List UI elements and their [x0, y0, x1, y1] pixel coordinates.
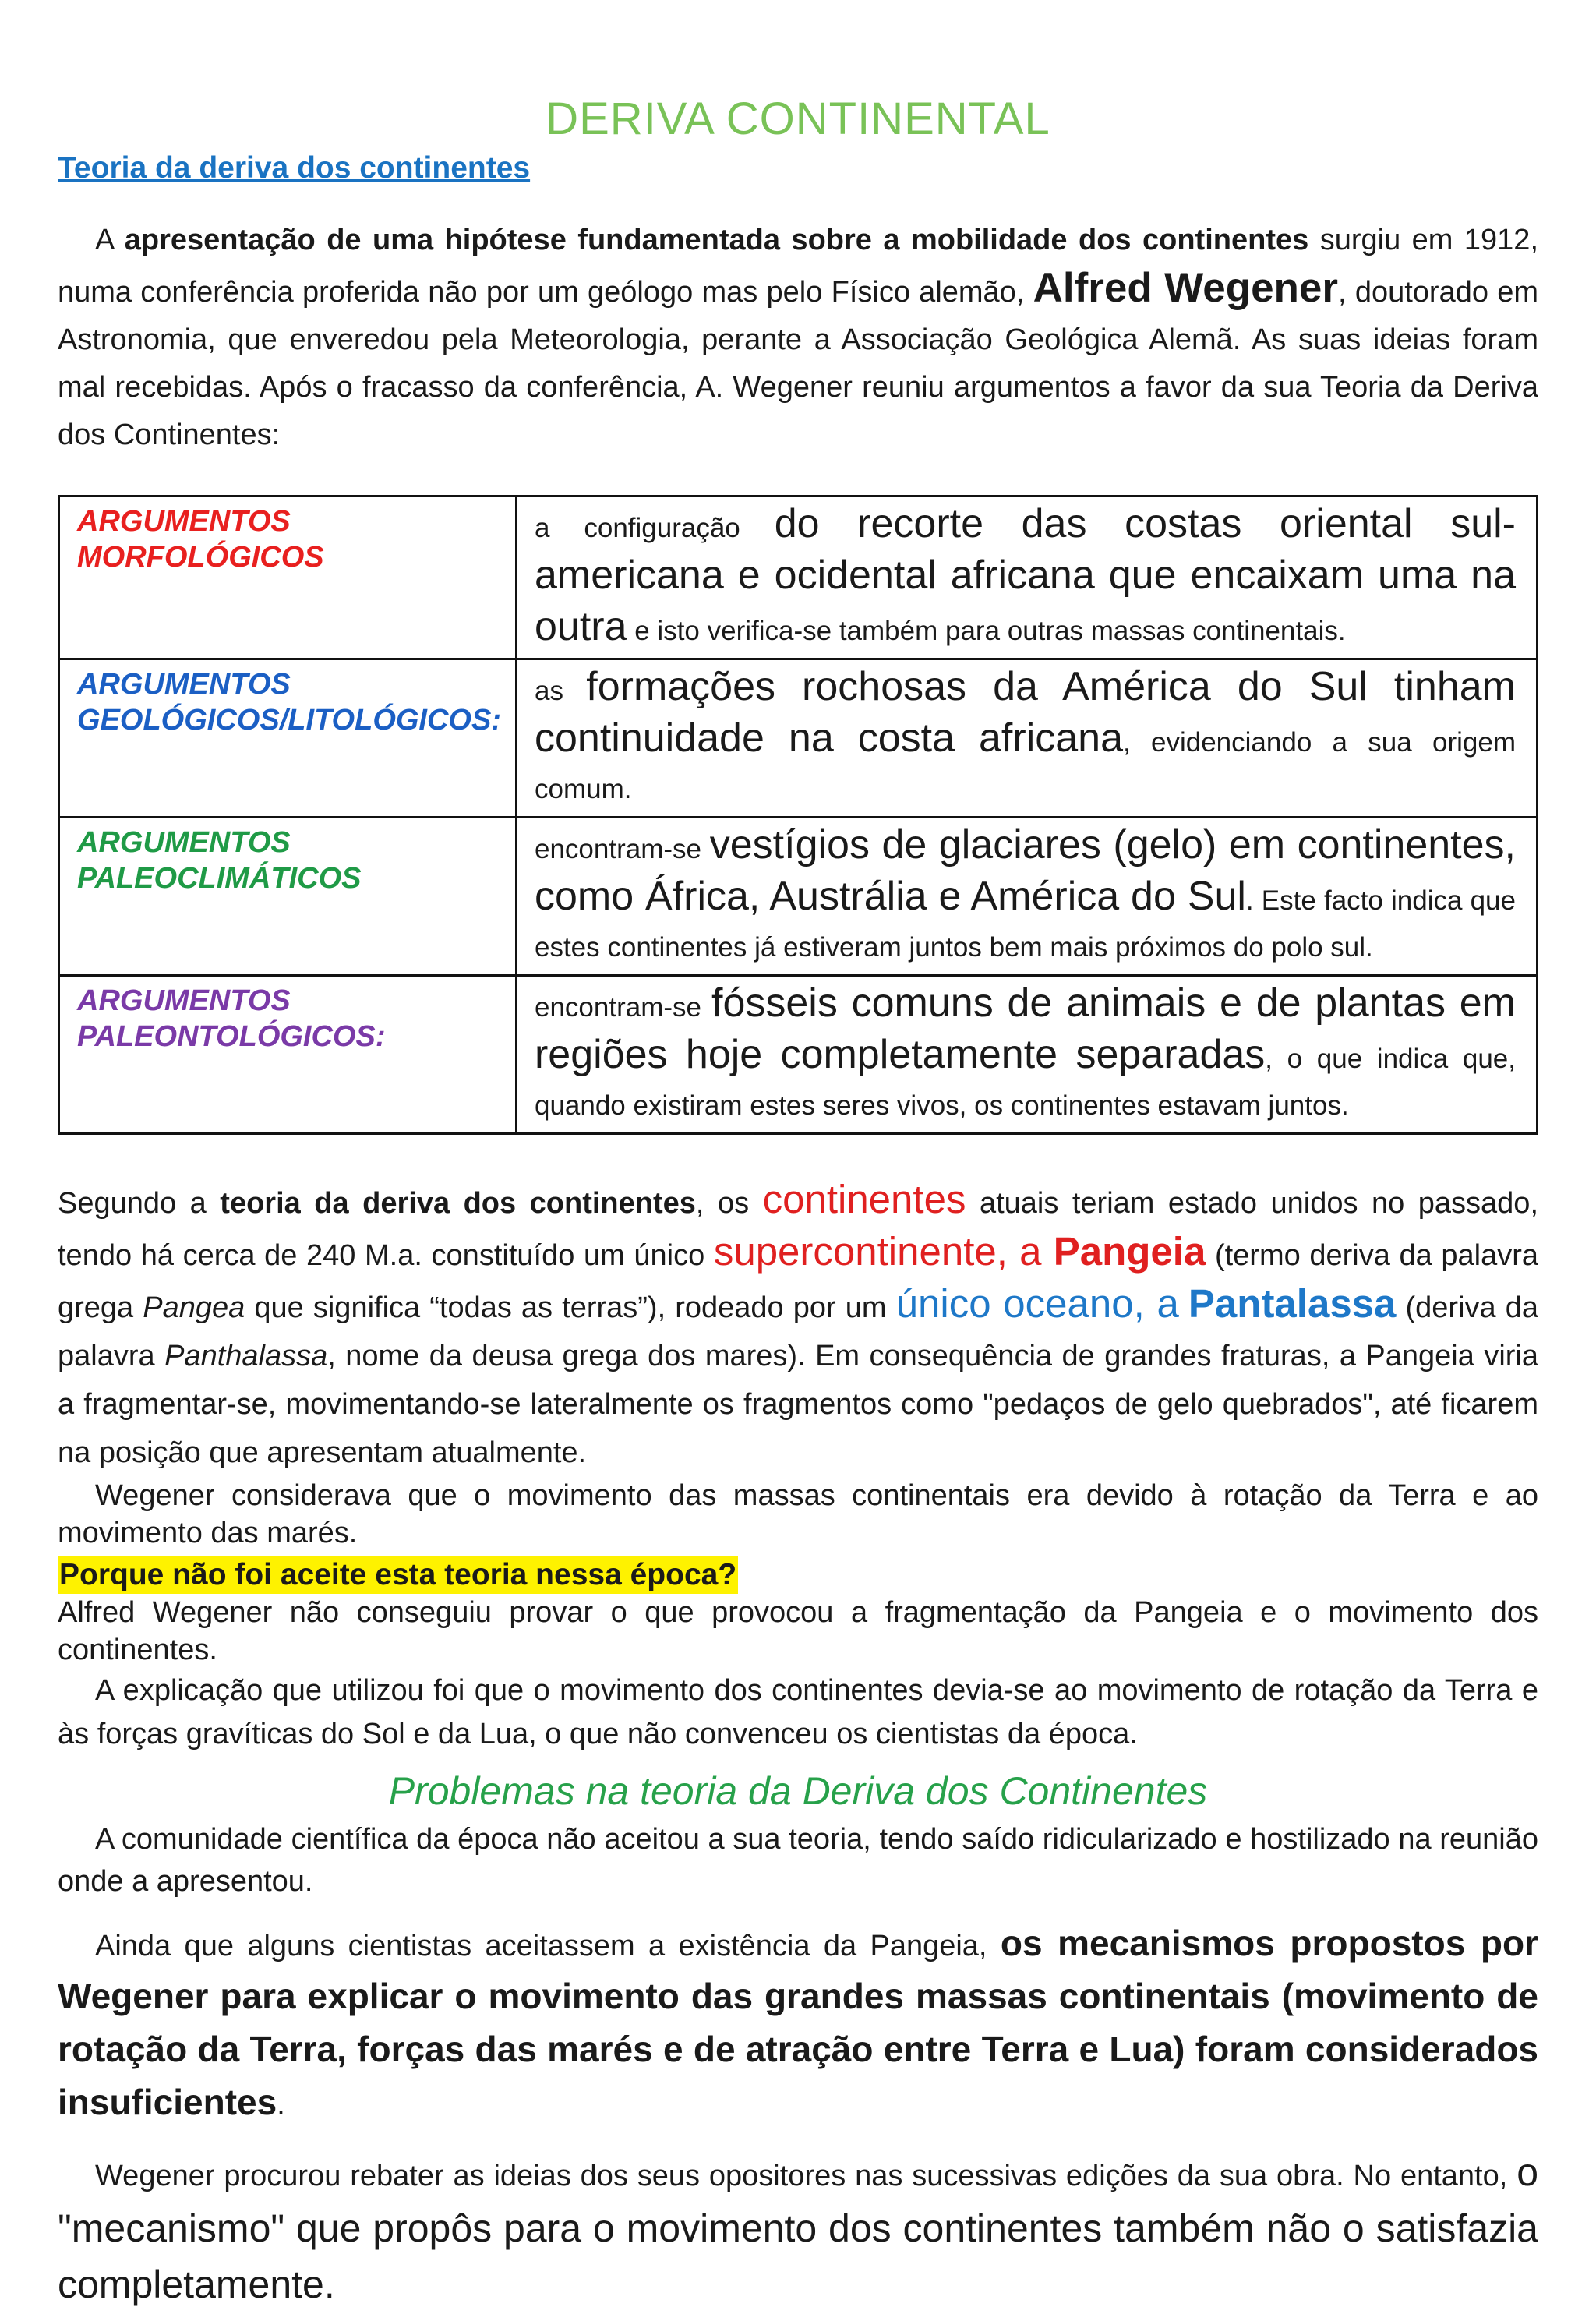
author-name: Alfred Wegener — [1033, 265, 1339, 311]
description-paleoclimatic: encontram-se vestígios de glaciares (gelo) em continentes, como África, Austrália e América do Sul. Este facto indica que estes continentes já estiveram juntos bem mais próximos do polo sul. — [516, 818, 1537, 976]
table-row — [59, 976, 1538, 1134]
why-answer-1: Alfred Wegener não conseguiu provar o que provocou a fragmentação da Pangeia e o movimento dos continentes. — [58, 1596, 1538, 1666]
description-morphological: a configuração do recorte das costas oriental sul-americana e ocidental africana que encaixam uma na outra e isto verifica-se também para outras massas continentais. — [516, 496, 1537, 659]
table-row — [59, 818, 1538, 976]
arguments-table — [58, 495, 1538, 1135]
pangea-word: Pangeia — [1053, 1229, 1206, 1274]
why-answer-2: A explicação que utilizou foi que o movimento dos continentes devia-se ao movimento de rotação da Terra e às forças gravíticas do Sol e da Lua, o que não convenceu os cientistas da época. — [58, 1674, 1538, 1751]
intro-paragraph: A apresentação de uma hipótese fundamentada sobre a mobilidade dos continentes surgiu em 1912, numa conferência proferida não por um geólogo mas pelo Físico alemão, Alfred Wegener, doutorado em Astronomia, que enveredou pela Meteorologia, perante a Associação Geológica Alemã. As suas ideias foram mal recebidas. Após o fracasso da conferência, A. Wegener reuniu argumentos a favor da sua Teoria da Deriva dos Continentes: — [58, 224, 1538, 451]
problems-paragraph-2: Ainda que alguns cientistas aceitassem a existência da Pangeia, os mecanismos propostos por Wegener para explicar o movimento das grandes massas continentais (movimento de rotação da Terra, forças das marés e de atração entre Terra e Lua) foram considerados insuficientes. — [58, 1923, 1539, 2122]
table-row — [59, 659, 1538, 818]
category-paleontological: ARGUMENTOS PALEONTOLÓGICOS: — [59, 976, 517, 1134]
mechanisms-bold: os mecanismos propostos por Wegener para explicar o movimento das grandes massas continentais (movimento de rotação da Terra, forças das marés e de atração entre Terra e Lua) foram considerados insuficientes — [58, 1923, 1539, 2122]
intro-bold-phrase: apresentação de uma hipótese fundamentada sobre a mobilidade dos continentes — [124, 224, 1309, 256]
category-paleoclimatic: ARGUMENTOS PALEOCLIMÁTICOS — [59, 818, 517, 976]
pangea-paragraph: Segundo a teoria da deriva dos continentes, os continentes atuais teriam estado unidos no passado, tendo há cerca de 240 M.a. constituído um único supercontinente, a Pangeia (termo deriva da palavra grega Pangea que significa “todas as terras”), rodeado por um único oceano, a Pantalassa (deriva da palavra Panthalassa, nome da deusa grega dos mares). Em consequência de grandes fraturas, a Pangeia viria a fragmentar-se, movimentando-se lateralmente os fragmentos como "pedaços de gelo quebrados", até ficarem na posição que apresentam atualmente. — [58, 1177, 1539, 1469]
section-subtitle: Teoria da deriva dos continentes — [58, 151, 531, 185]
why-question: Porque não foi aceite esta teoria nessa época? — [58, 1556, 738, 1594]
table-row — [59, 496, 1538, 659]
category-geological: ARGUMENTOS GEOLÓGICOS/LITOLÓGICOS: — [59, 659, 517, 818]
wegener-paragraph: Wegener considerava que o movimento das massas continentais era devido à rotação da Terra e ao movimento das marés. — [58, 1479, 1538, 1549]
mechanism-statement: o "mecanismo" que propôs para o movimento dos continentes também não o satisfazia completamente. — [58, 2150, 1538, 2306]
category-morphological: ARGUMENTOS MORFOLÓGICOS — [59, 496, 517, 659]
continents-word: continentes — [762, 1177, 966, 1221]
problems-paragraph-3: Wegener procurou rebater as ideias dos seus opositores nas sucessivas edições da sua obra. No entanto, o "mecanismo" que propôs para o movimento dos continentes também não o satisfazia completamente. — [58, 2150, 1538, 2306]
description-geological: as formações rochosas da América do Sul tinham continuidade na costa africana, evidenciando a sua origem comum. — [516, 659, 1537, 818]
pantalassa-word: Pantalassa — [1188, 1281, 1396, 1326]
description-paleontological: encontram-se fósseis comuns de animais e de plantas em regiões hoje completamente separadas, o que indica que, quando existiram estes seres vivos, os continentes estavam juntos. — [516, 976, 1537, 1134]
why-question-wrapper — [58, 1556, 1538, 1594]
page-title: DERIVA CONTINENTAL — [546, 94, 1050, 144]
problems-title: Problemas na teoria da Deriva dos Continentes — [388, 1769, 1208, 1813]
problems-paragraph-1: A comunidade científica da época não aceitou a sua teoria, tendo saído ridicularizado e hostilizado na reunião onde a apresentou. — [58, 1823, 1538, 1898]
